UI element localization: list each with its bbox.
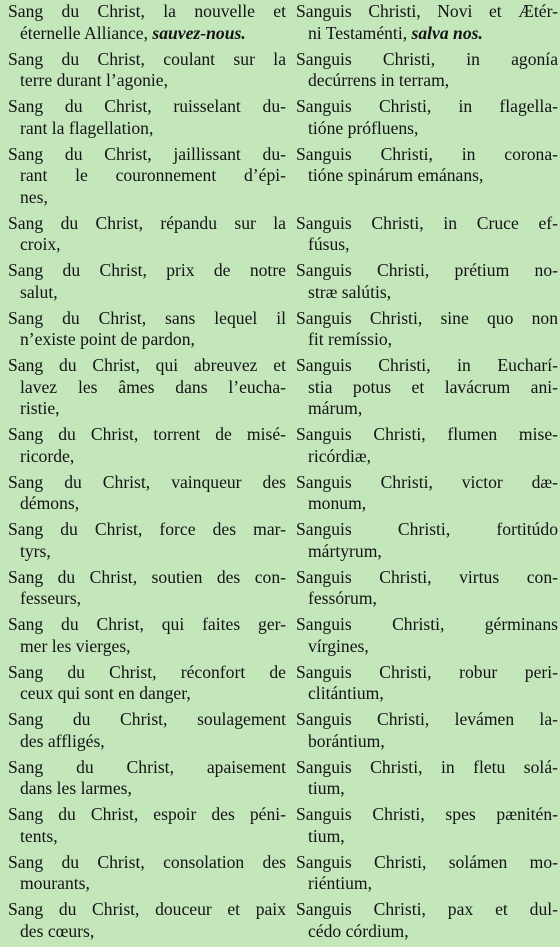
text-line: ristie,	[20, 398, 60, 418]
french-invocation	[0, 260, 292, 303]
text-line: ni Testaménti, salva nos.	[308, 22, 483, 43]
french-invocation	[0, 96, 292, 139]
text-line: monum,	[308, 493, 367, 513]
text-line: Sang du Christ, coulant sur la	[8, 48, 286, 69]
invocation-row	[0, 519, 560, 562]
response-text: salva nos.	[411, 22, 483, 43]
text-line: fúsus,	[308, 234, 350, 254]
text-line: Sanguis Christi, Novi et Ætér-	[296, 1, 558, 21]
text-line: márum,	[308, 398, 363, 418]
text-line: Sang du Christ, jaillissant du-	[8, 143, 286, 164]
invocation-row	[0, 614, 560, 657]
text-line: mourants,	[20, 873, 90, 893]
latin-invocation	[292, 213, 560, 256]
invocation-row	[0, 144, 560, 209]
text-line: Sang du Christ, soutien des con-	[8, 566, 286, 587]
text-line: Sanguis Christi, sine quo non	[296, 307, 558, 328]
text-line: rant la flagellation,	[20, 117, 154, 138]
french-invocation	[0, 144, 292, 209]
latin-invocation	[292, 1, 560, 44]
text-line: Sang du Christ, qui abreuvez et	[8, 355, 286, 375]
latin-invocation	[292, 804, 560, 847]
invocation-row	[0, 308, 560, 351]
text-line: ricorde,	[20, 445, 75, 466]
invocation-row	[0, 260, 560, 303]
text-line: Sanguis Christi, in fletu solá-	[296, 756, 558, 777]
text-line: Sang du Christ, ruisselant du-	[8, 96, 286, 116]
latin-invocation	[292, 567, 560, 610]
text-line: salut,	[20, 281, 58, 302]
text-line: n’existe point de pardon,	[20, 329, 195, 349]
french-invocation	[0, 49, 292, 92]
text-line: Sang du Christ, vainqueur des	[8, 471, 286, 492]
text-line: démons,	[20, 493, 80, 513]
latin-invocation	[292, 662, 560, 705]
text-line: Sanguis Christi, flumen mise-	[296, 424, 558, 444]
text-line: tióne prófluens,	[308, 117, 419, 138]
latin-invocation	[292, 709, 560, 752]
latin-invocation	[292, 852, 560, 895]
french-invocation	[0, 899, 292, 942]
text-line: stræ salútis,	[308, 281, 392, 302]
invocation-row	[0, 213, 560, 256]
text-line: Sanguis Christi, in Eucharí-	[296, 355, 558, 375]
invocation-row	[0, 852, 560, 895]
latin-invocation	[292, 614, 560, 657]
latin-invocation	[292, 49, 560, 92]
text-line: Sanguis Christi, robur peri-	[296, 661, 558, 682]
text-line: borántium,	[308, 730, 385, 751]
french-invocation	[0, 472, 292, 515]
text-line: croix,	[20, 234, 61, 254]
latin-invocation	[292, 96, 560, 139]
text-line: Sanguis Christi, virtus con-	[296, 566, 558, 587]
invocation-row	[0, 567, 560, 610]
french-invocation	[0, 567, 292, 610]
invocation-row	[0, 899, 560, 942]
french-invocation	[0, 355, 292, 420]
text-line: Sang du Christ, qui faites ger-	[8, 614, 286, 634]
response-text: sauvez-nous.	[152, 22, 246, 43]
text-line: ceux qui sont en danger,	[20, 683, 191, 703]
text-line: Sang du Christ, réconfort de	[8, 661, 286, 682]
latin-invocation	[292, 144, 560, 209]
text-line: decúrrens in terram,	[308, 70, 450, 90]
french-invocation	[0, 804, 292, 847]
text-line: Sang du Christ, prix de notre	[8, 260, 286, 280]
text-line: riéntium,	[308, 873, 373, 893]
text-line: Sanguis Christi, in flagella-	[296, 96, 558, 116]
text-line: terre durant l’agonie,	[20, 70, 169, 90]
latin-invocation	[292, 472, 560, 515]
invocation-row	[0, 1, 560, 44]
invocation-row	[0, 472, 560, 515]
text-line: clitántium,	[308, 683, 384, 703]
text-line: fessórum,	[308, 588, 377, 608]
latin-invocation	[292, 355, 560, 420]
latin-invocation	[292, 519, 560, 562]
text-line: Sanguis Christi, fortitúdo	[296, 519, 558, 539]
latin-invocation	[292, 308, 560, 351]
french-invocation	[0, 662, 292, 705]
french-invocation	[0, 519, 292, 562]
text-line: fit remíssio,	[308, 329, 393, 349]
invocation-row	[0, 662, 560, 705]
text-line: Sanguis Christi, in agonía	[296, 48, 558, 69]
text-line: tium,	[308, 778, 345, 798]
text-line: cédo córdium,	[308, 920, 409, 941]
text-line: dans les larmes,	[20, 778, 132, 798]
french-invocation	[0, 852, 292, 895]
french-invocation	[0, 213, 292, 256]
text-line: Sanguis Christi, in corona-	[296, 143, 558, 164]
invocation-row	[0, 96, 560, 139]
text-line: Sanguis Christi, solámen mo-	[296, 851, 558, 872]
invocation-row	[0, 709, 560, 752]
text-line: des affligés,	[20, 730, 105, 751]
french-invocation	[0, 308, 292, 351]
french-invocation	[0, 709, 292, 752]
invocation-row	[0, 804, 560, 847]
text-line: stia potus et lavácrum ani-	[308, 376, 558, 397]
text-line: mártyrum,	[308, 540, 382, 561]
text-line: éternelle Alliance, sauvez-nous.	[20, 22, 246, 43]
text-line: Sanguis Christi, spes pænitén-	[296, 804, 558, 824]
text-line: tyrs,	[20, 540, 51, 561]
text-line: Sang du Christ, douceur et paix	[8, 899, 286, 919]
text-line: Sanguis Christi, gérminans	[296, 614, 558, 634]
french-invocation	[0, 614, 292, 657]
french-invocation	[0, 1, 292, 44]
text-line: Sang du Christ, torrent de misé-	[8, 424, 286, 444]
latin-invocation	[292, 260, 560, 303]
text-line: tents,	[20, 825, 58, 846]
invocation-row	[0, 355, 560, 420]
invocation-row	[0, 757, 560, 800]
text-line: Sang du Christ, espoir des péni-	[8, 804, 286, 824]
text-line: rant le couronnement d’épi-	[20, 165, 286, 185]
text-line: Sanguis Christi, prétium no-	[296, 260, 558, 280]
text-line: fesseurs,	[20, 588, 82, 608]
text-line: mer les vierges,	[20, 635, 131, 656]
text-line: Sang du Christ, apaisement	[8, 756, 286, 777]
text-line: Sanguis Christi, victor dæ-	[296, 471, 558, 492]
text-line: lavez les âmes dans l’eucha-	[20, 376, 286, 397]
text-line: Sang du Christ, soulagement	[8, 709, 286, 729]
text-line: Sang du Christ, consolation des	[8, 851, 286, 872]
latin-invocation	[292, 757, 560, 800]
text-line: Sanguis Christi, pax et dul-	[296, 899, 558, 919]
latin-invocation	[292, 899, 560, 942]
french-invocation	[0, 424, 292, 467]
text-line: Sanguis Christi, in Cruce ef-	[296, 212, 558, 233]
text-line: Sanguis Christi, levámen la-	[296, 709, 558, 729]
text-line: Sang du Christ, sans lequel il	[8, 307, 286, 328]
text-line: des cœurs,	[20, 920, 95, 941]
invocation-row	[0, 424, 560, 467]
text-line: tium,	[308, 825, 345, 846]
spacer	[0, 942, 560, 947]
text-line: tióne spinárum emánans,	[308, 165, 484, 185]
french-invocation	[0, 757, 292, 800]
text-line: nes,	[20, 186, 48, 207]
text-line: ricórdiæ,	[308, 445, 372, 466]
text-line: Sang du Christ, répandu sur la	[8, 212, 286, 233]
invocation-row	[0, 49, 560, 92]
latin-invocation	[292, 424, 560, 467]
text-line: Sang du Christ, force des mar-	[8, 519, 286, 539]
text-line: Sang du Christ, la nouvelle et	[8, 1, 286, 21]
text-line: vírgines,	[308, 635, 369, 656]
